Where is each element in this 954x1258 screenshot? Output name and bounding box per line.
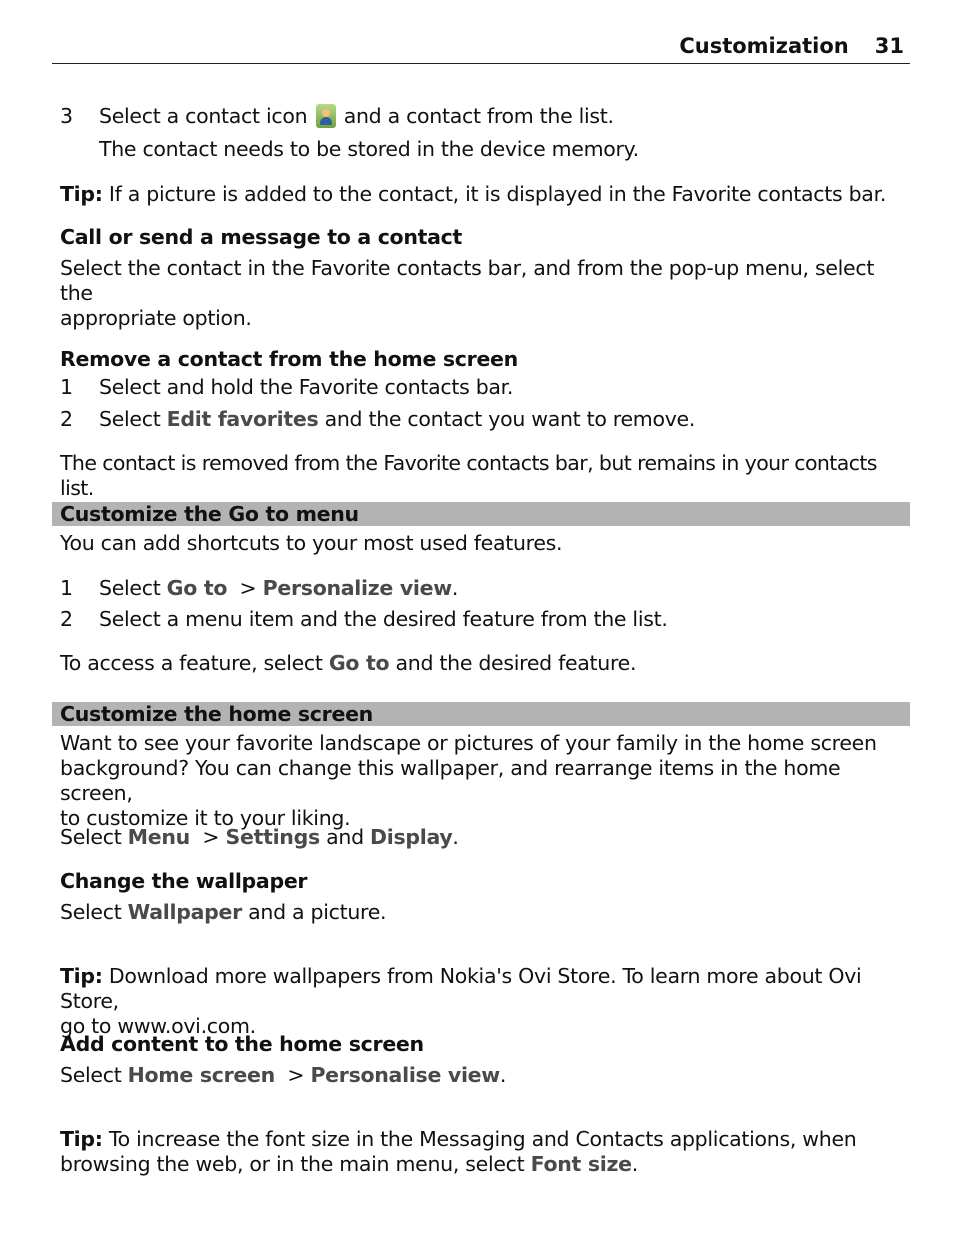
section-band-goto: Customize the Go to menu xyxy=(52,502,910,526)
step-text: Select a contact icon and a contact from the list. xyxy=(99,104,614,128)
goto-access: To access a feature, select Go to and the desired feature. xyxy=(60,651,637,675)
tip-font-size: Tip: To increase the font size in the Messaging and Contacts applications, when browsing the web, or in the main menu, select Font size. xyxy=(60,1127,857,1176)
step-3-note: The contact needs to be stored in the device memory. xyxy=(99,137,639,161)
goto-intro: You can add shortcuts to your most used features. xyxy=(60,531,563,555)
tip-wallpapers: Tip: Download more wallpapers from Nokia's Ovi Store. To learn more about Ovi Store, go to www.ovi.com. xyxy=(60,964,862,1038)
header-rule xyxy=(52,63,910,64)
remove-heading: Remove a contact from the home screen xyxy=(60,347,518,371)
call-text: Select the contact in the Favorite contacts bar, and from the pop-up menu, select the appropriate option. xyxy=(60,256,875,330)
remove-step-1: 1 Select and hold the Favorite contacts bar. xyxy=(60,375,514,399)
content-heading: Add content to the home screen xyxy=(60,1032,424,1056)
step-3 xyxy=(60,104,910,129)
goto-step-2: 2 Select a menu item and the desired feature from the list. xyxy=(60,607,668,631)
home-intro: Want to see your favorite landscape or pictures of your family in the home screen background? You can change this wallpaper, and rearrange items in the home screen, to customize it to your liking. xyxy=(60,731,877,830)
chapter-title: Customization xyxy=(679,34,849,58)
go-to-link: Go to xyxy=(166,576,228,600)
wallpaper-text: Select Wallpaper and a picture. xyxy=(60,900,387,924)
call-heading: Call or send a message to a contact xyxy=(60,225,463,249)
edit-favorites-link: Edit favorites xyxy=(166,407,319,431)
tip-label: Tip: xyxy=(60,182,103,206)
content-text: Select Home screen > Personalise view. xyxy=(60,1063,507,1087)
remove-step-2: 2 Select Edit favorites and the contact you want to remove. xyxy=(60,407,696,431)
home-select: Select Menu > Settings and Display. xyxy=(60,825,459,849)
remove-summary: The contact is removed from the Favorite contacts bar, but remains in your contacts list. xyxy=(60,451,877,500)
wallpaper-heading: Change the wallpaper xyxy=(60,869,308,893)
tip-favorite-picture: Tip: If a picture is added to the contact, it is displayed in the Favorite contacts bar. xyxy=(60,182,887,206)
section-band-home: Customize the home screen xyxy=(52,702,910,726)
page-header xyxy=(679,34,904,58)
goto-step-1: 1 Select Go to > Personalize view. xyxy=(60,576,459,600)
step-number: 3 xyxy=(60,104,73,128)
personalize-view-link: Personalize view xyxy=(262,576,452,600)
page-number: 31 xyxy=(874,34,904,58)
contact-icon xyxy=(316,104,336,128)
